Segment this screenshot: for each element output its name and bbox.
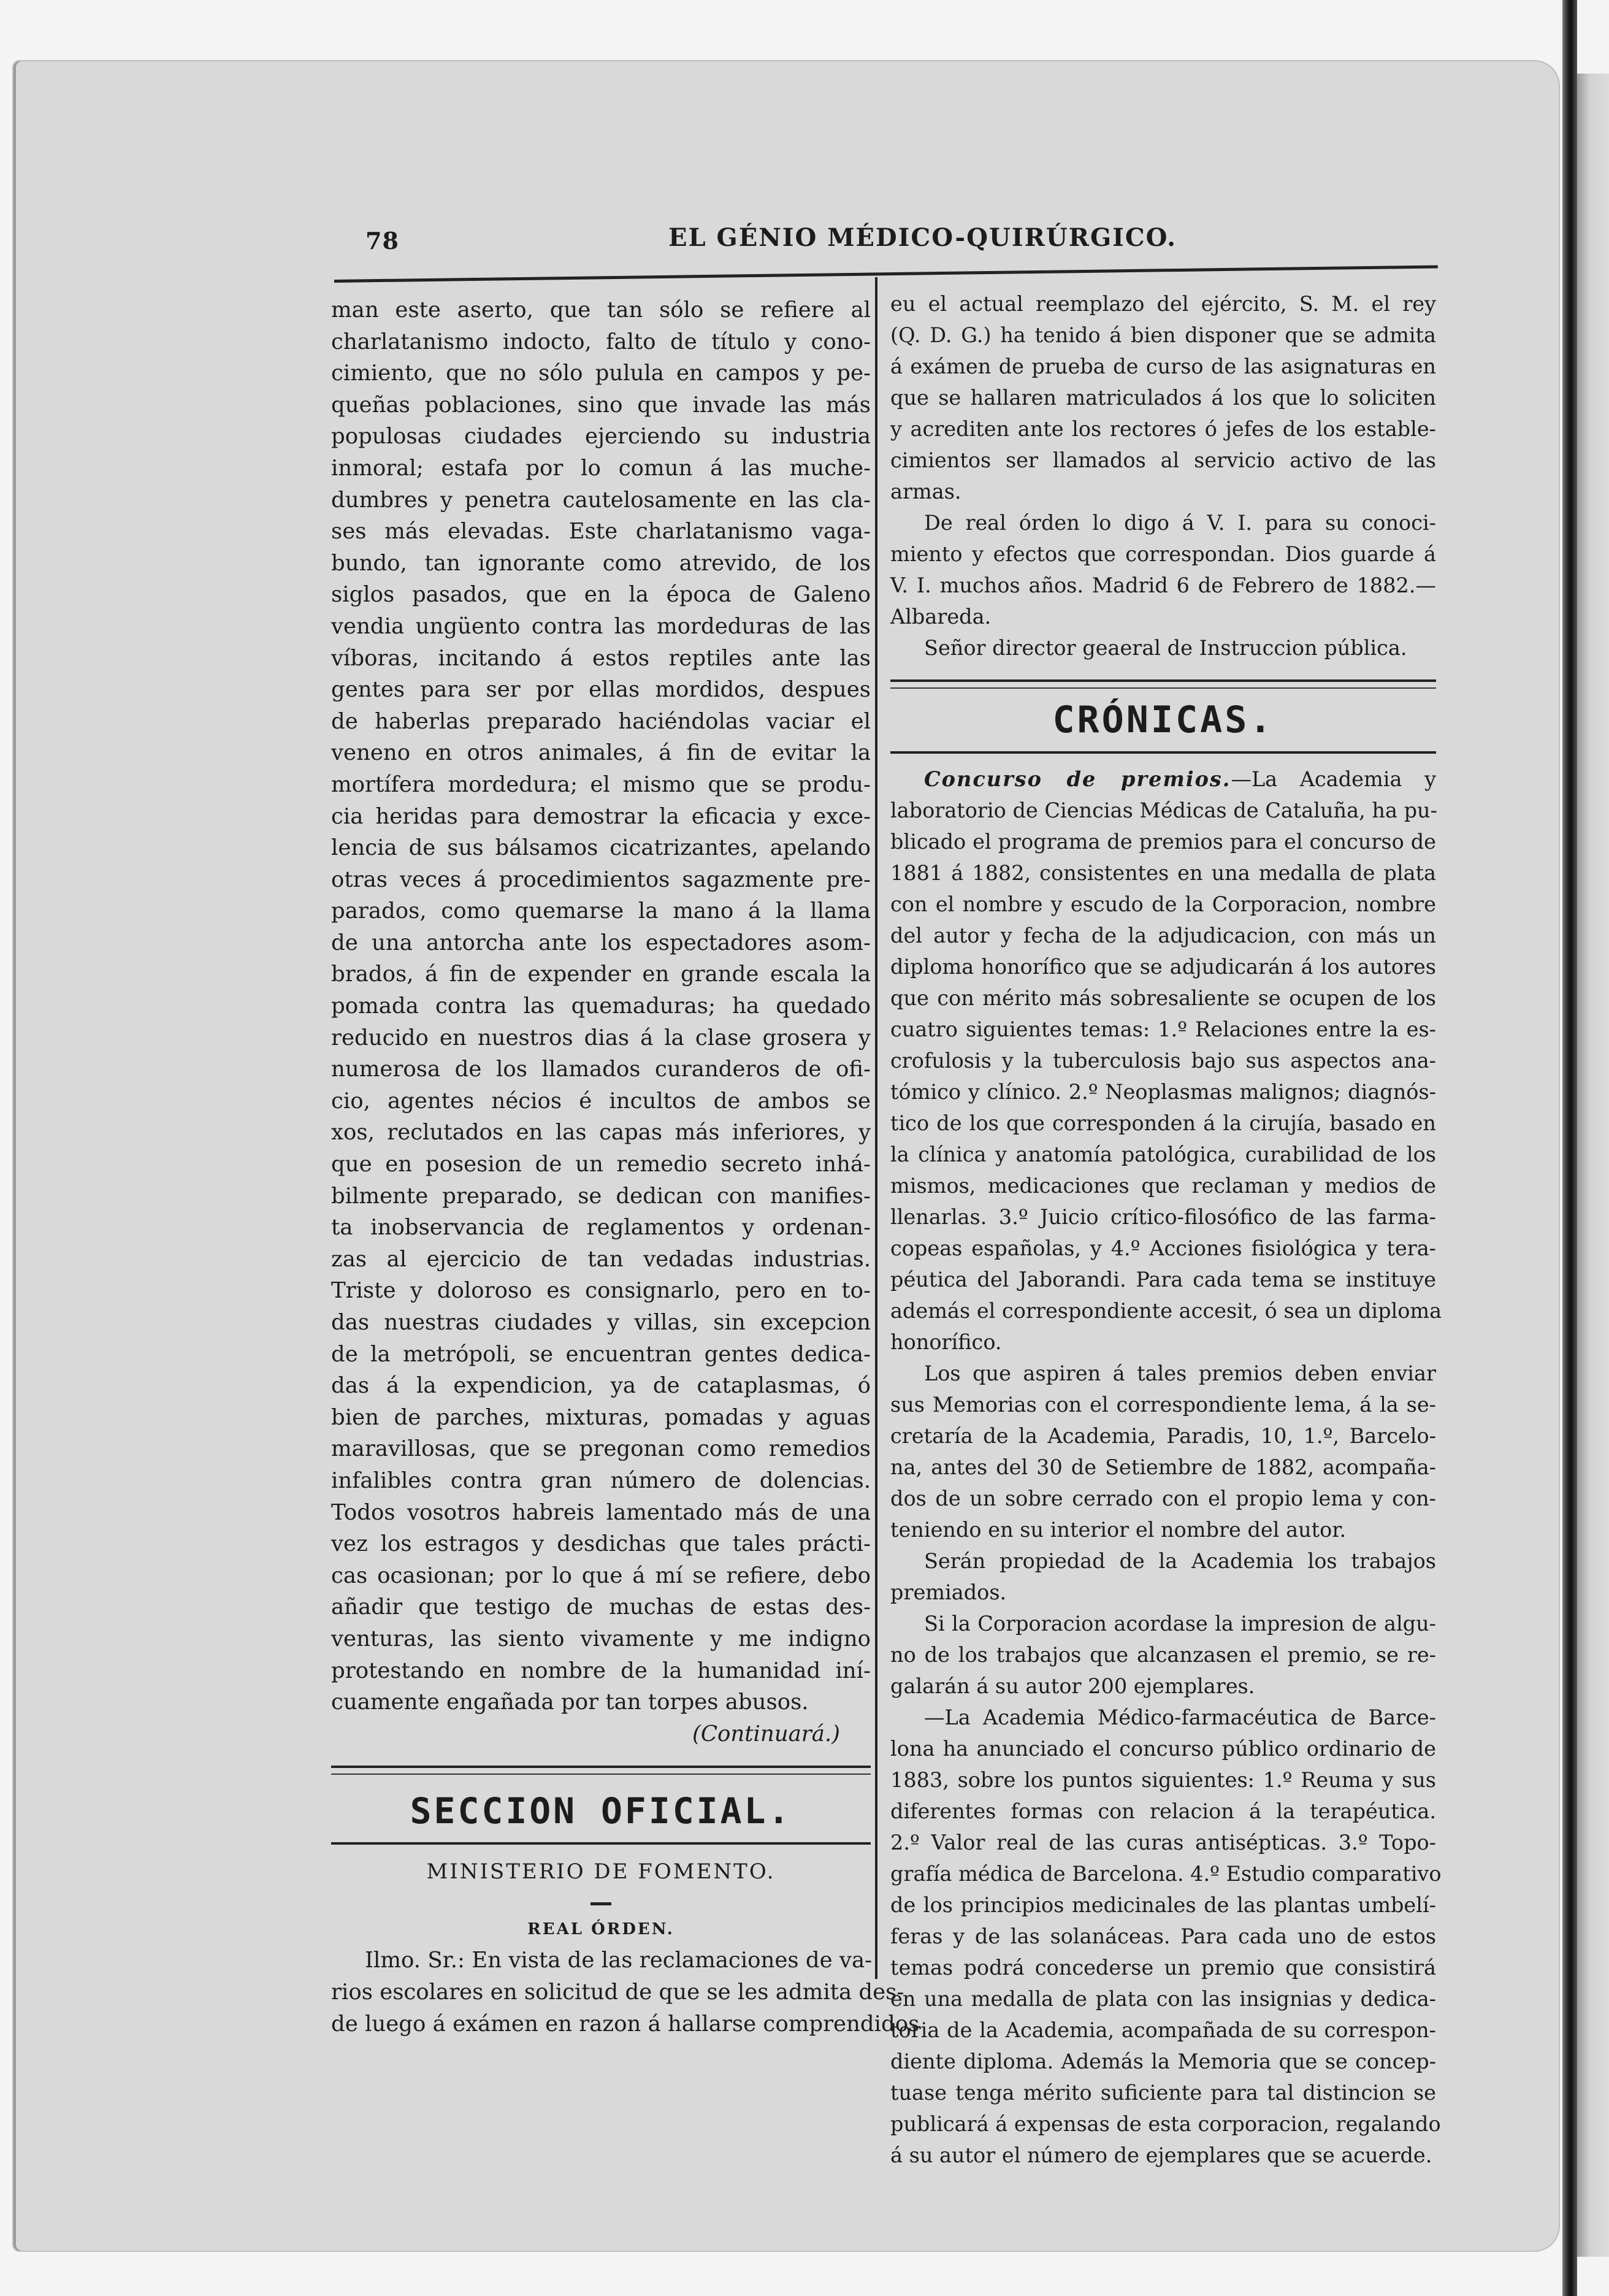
chronicle-first-line-text: —La Academia y [1231, 767, 1436, 791]
text-line: tico de los que corresponden á la cirujía, basado en [890, 1111, 1436, 1135]
book-spine [1562, 0, 1577, 2296]
addressee: Señor director geaeral de Instruccion pública. [924, 636, 1407, 660]
text-line: brados, á fin de expender en grande escala la [331, 962, 871, 987]
text-line: rios escolares en solicitud de que se les admita des- [331, 1979, 904, 2005]
text-line: de luego á exámen en razon á hallarse comprendidos [331, 2011, 920, 2037]
column-divider [875, 277, 877, 1979]
rubric-concurso: Concurso de premios. [924, 767, 1231, 791]
text-line: ta inobservancia de reglamentos y ordenan- [331, 1215, 871, 1241]
section-rule [890, 751, 1436, 754]
text-line: cio, agentes nécios é incultos de ambos se [331, 1088, 871, 1114]
text-line: lencia de sus bálsamos cicatrizantes, apelando [331, 835, 871, 861]
text-line: Ilmo. Sr.: En vista de las reclamaciones de va- [365, 1948, 873, 1973]
text-line: en una medalla de plata con las insignias y dedica- [890, 1987, 1436, 2011]
left-column [331, 294, 920, 2040]
text-line: víboras, incitando á estos reptiles ante las [331, 645, 871, 671]
text-line: galarán á su autor 200 ejemplares. [890, 1674, 1255, 1698]
text-line: á su autor el número de ejemplares que se acuerde. [890, 2143, 1432, 2167]
text-line: gentes para ser por ellas mordidos, despues [331, 677, 871, 703]
text-line: del autor y fecha de la adjudicacion, con más un [890, 924, 1436, 947]
text-line: tómico y clínico. 2.º Neoplasmas malignos; diagnós- [890, 1080, 1436, 1104]
text-line: añadir que testigo de muchas de estas des- [331, 1594, 871, 1620]
section-separator [331, 1766, 871, 1775]
text-line: Serán propiedad de la Academia los trabajos [924, 1549, 1436, 1573]
text-line: con el nombre y escudo de la Corporacion, nombre [890, 892, 1436, 916]
text-line: diferentes formas con relacion á la terapéutica. [890, 1799, 1436, 1823]
text-line: mortífera mordedura; el mismo que se produ- [331, 771, 871, 797]
running-title: EL GÉNIO MÉDICO-QUIRÚRGICO. [668, 223, 1177, 252]
dash-ornament [590, 1902, 611, 1905]
text-line: copeas españolas, y 4.º Acciones fisiológica y tera- [890, 1236, 1436, 1260]
chronicle-paragraph [890, 1358, 1436, 1545]
text-line: —La Academia Médico-farmacéutica de Barce- [924, 1705, 1436, 1729]
text-line: de la metrópoli, se encuentran gentes dedica- [331, 1341, 871, 1367]
text-line: inmoral; estafa por lo comun á las muche- [331, 455, 871, 481]
text-line: 1881 á 1882, consistentes en una medalla de plata [890, 861, 1436, 885]
text-line: reducido en nuestros dias á la clase grosera y [331, 1025, 871, 1050]
text-line: laboratorio de Ciencias Médicas de Cataluña, ha pu- [890, 798, 1437, 822]
text-line: populosas ciudades ejerciendo su industria [331, 424, 871, 450]
text-line: cia heridas para demostrar la eficacia y exce- [331, 803, 871, 829]
text-line: péutica del Jaborandi. Para cada tema se instituye [890, 1268, 1436, 1292]
text-line: pomada contra las quemaduras; ha quedado [331, 993, 871, 1019]
text-line: Todos vosotros habreis lamentado más de una [331, 1499, 871, 1525]
text-line: cuatro siguientes temas: 1.º Relaciones entre la es- [890, 1017, 1436, 1041]
text-line: dumbres y penetra cautelosamente en las cla- [331, 487, 871, 513]
chronicle-paragraph [890, 795, 1442, 1358]
text-line: cas ocasionan; por lo que á mí se refiere, debo [331, 1563, 871, 1588]
text-line: Si la Corporacion acordase la impresion de algu- [924, 1612, 1436, 1636]
text-line: armas. [890, 480, 961, 503]
section-separator [890, 679, 1436, 689]
text-line: V. I. muchos años. Madrid 6 de Febrero de 1882.— [890, 573, 1436, 597]
text-line: lona ha anunciado el concurso público ordinario de [890, 1737, 1436, 1761]
text-line: la clínica y anatomía patológica, curabilidad de los [890, 1142, 1436, 1166]
order-heading: REAL ÓRDEN. [527, 1920, 675, 1939]
text-line: siglos pasados, que en la época de Galeno [331, 582, 871, 608]
text-line: Albareda. [890, 605, 992, 629]
text-line: mismos, medicaciones que reclaman y medios de [890, 1174, 1436, 1198]
chronicle-paragraph [890, 1545, 1436, 1608]
text-line: tuase tenga mérito suficiente para tal distincion se [890, 2081, 1436, 2105]
text-line: bilmente preparado, se dedican con manifies- [331, 1183, 871, 1209]
text-line: das nuestras ciudades y villas, sin excepcion [331, 1310, 871, 1335]
text-line: cimientos ser llamados al servicio activo de las [890, 448, 1436, 472]
text-line: y acrediten ante los rectores ó jefes de los estable- [890, 417, 1436, 441]
text-line: Los que aspiren á tales premios deben enviar [924, 1361, 1436, 1385]
text-line: vez los estragos y desdichas que tales prácti- [331, 1531, 871, 1557]
text-line: eu el actual reemplazo del ejército, S. M. el rey [890, 292, 1436, 316]
text-line: protestando en nombre de la humanidad iní- [331, 1658, 871, 1683]
text-line: xos, reclutados en las capas más inferiores, y [331, 1120, 871, 1146]
text-line: feras y de las solanáceas. Para cada uno de estos [890, 1924, 1436, 1948]
text-line: man este aserto, que tan sólo se refiere al [331, 297, 871, 323]
text-line: honorífico. [890, 1330, 1002, 1354]
text-line: infalibles contra gran número de dolencias. [331, 1468, 871, 1493]
text-line: veneno en otros animales, á fin de evitar la [331, 740, 871, 766]
text-line: diente diploma. Además la Memoria que se concep- [890, 2049, 1436, 2073]
facing-page-edge [1577, 74, 1609, 2257]
right-column [890, 288, 1442, 2171]
text-line: parados, como quemarse la mano á la llama [331, 898, 871, 924]
text-line: das á la expendicion, ya de cataplasmas, ó [331, 1373, 871, 1399]
text-line: Triste y doloroso es consignarlo, pero en to- [331, 1278, 871, 1304]
royal-order-closing [890, 507, 1436, 632]
text-line: que en posesion de un remedio secreto inhá- [331, 1152, 871, 1177]
text-line: publicará á expensas de esta corporacion, regalando [890, 2112, 1441, 2136]
text-line: bien de parches, mixturas, pomadas y aguas [331, 1404, 871, 1430]
text-line: de los principios medicinales de las plantas umbelí- [890, 1893, 1436, 1917]
text-line: grafía médica de Barcelona. 4.º Estudio comparativo [890, 1862, 1442, 1886]
text-line: 2.º Valor real de las curas antisépticas. 3.º Topo- [890, 1831, 1436, 1854]
royal-order-continued [890, 288, 1436, 507]
text-line: á exámen de prueba de curso de las asignaturas en [890, 354, 1436, 378]
text-line: además el correspondiente accesit, ó sea un diploma [890, 1299, 1442, 1323]
text-line: cimiento, que no sólo pulula en campos y pe- [331, 361, 871, 386]
text-line: queñas poblaciones, sino que invade las más [331, 392, 871, 418]
text-line: cretaría de la Academia, Paradis, 10, 1.º, Barcelo- [890, 1424, 1436, 1448]
text-line: crofulosis y la tuberculosis bajo sus aspectos ana- [890, 1049, 1436, 1073]
text-line: llenarlas. 3.º Juicio crítico-filosófico de las farma- [890, 1205, 1436, 1229]
text-line: 1883, sobre los puntos siguientes: 1.º Reuma y sus [890, 1768, 1436, 1792]
text-line: maravillosas, que se pregonan como remedios [331, 1436, 871, 1462]
text-line: de haberlas preparado haciéndolas vaciar el [331, 708, 871, 734]
text-line: zas al ejercicio de tan vedadas industrias. [331, 1246, 871, 1272]
text-line: venturas, las siento vivamente y me indigno [331, 1626, 871, 1651]
text-line: de una antorcha ante los espectadores asom- [331, 930, 871, 955]
text-line: numerosa de los llamados curanderos de ofi- [331, 1057, 871, 1082]
page-number: 78 [365, 227, 399, 254]
text-line: ses más elevadas. Este charlatanismo vaga- [331, 519, 871, 545]
chronicle-paragraph [890, 1702, 1442, 2171]
continuation-note: (Continuará.) [692, 1721, 840, 1747]
text-line: que se hallaren matriculados á los que lo soliciten [890, 386, 1436, 410]
ministry-heading: MINISTERIO DE FOMENTO. [426, 1859, 776, 1885]
text-line: que con mérito más sobresaliente se ocupen de los [890, 986, 1436, 1010]
chronicle-first-line [890, 763, 1436, 795]
section-rule [331, 1842, 871, 1845]
text-line: na, antes del 30 de Setiembre de 1882, acompaña- [890, 1455, 1436, 1479]
royal-order-text [331, 1945, 920, 2040]
text-line: no de los trabajos que alcanzasen el premio, se re- [890, 1643, 1436, 1667]
text-line: charlatanismo indocto, falto de título y cono- [331, 329, 871, 354]
text-line: otras veces á procedimientos sagazmente pre- [331, 867, 871, 892]
text-line: diploma honorífico que se adjudicarán á los autores [890, 955, 1436, 979]
article-continuation [331, 294, 871, 1718]
section-title-cronicas: CRÓNICAS. [1052, 698, 1274, 741]
section-title-oficial: SECCION OFICIAL. [410, 1790, 792, 1832]
text-line: temas podrá concederse un premio que consistirá [890, 1956, 1436, 1980]
text-line: cuamente engañada por tan torpes abusos. [331, 1689, 809, 1715]
text-line: dos de un sobre cerrado con el propio lema y con- [890, 1487, 1436, 1510]
text-line: teniendo en su interior el nombre del autor. [890, 1518, 1347, 1542]
text-line: miento y efectos que correspondan. Dios guarde á [890, 542, 1436, 566]
text-line: (Q. D. G.) ha tenido á bien disponer que se admita [890, 323, 1436, 347]
text-line: vendia ungüento contra las mordeduras de las [331, 613, 871, 639]
text-line: premiados. [890, 1580, 1007, 1604]
text-line: bundo, tan ignorante como atrevido, de los [331, 550, 871, 576]
chronicle-paragraph [890, 1608, 1436, 1702]
text-line: sus Memorias con el correspondiente lema, á la se- [890, 1393, 1436, 1417]
text-line: De real órden lo digo á V. I. para su conoci- [924, 511, 1436, 535]
text-line: blicado el programa de premios para el concurso de [890, 830, 1436, 854]
text-line: toria de la Academia, acompañada de su correspon- [890, 2018, 1436, 2042]
